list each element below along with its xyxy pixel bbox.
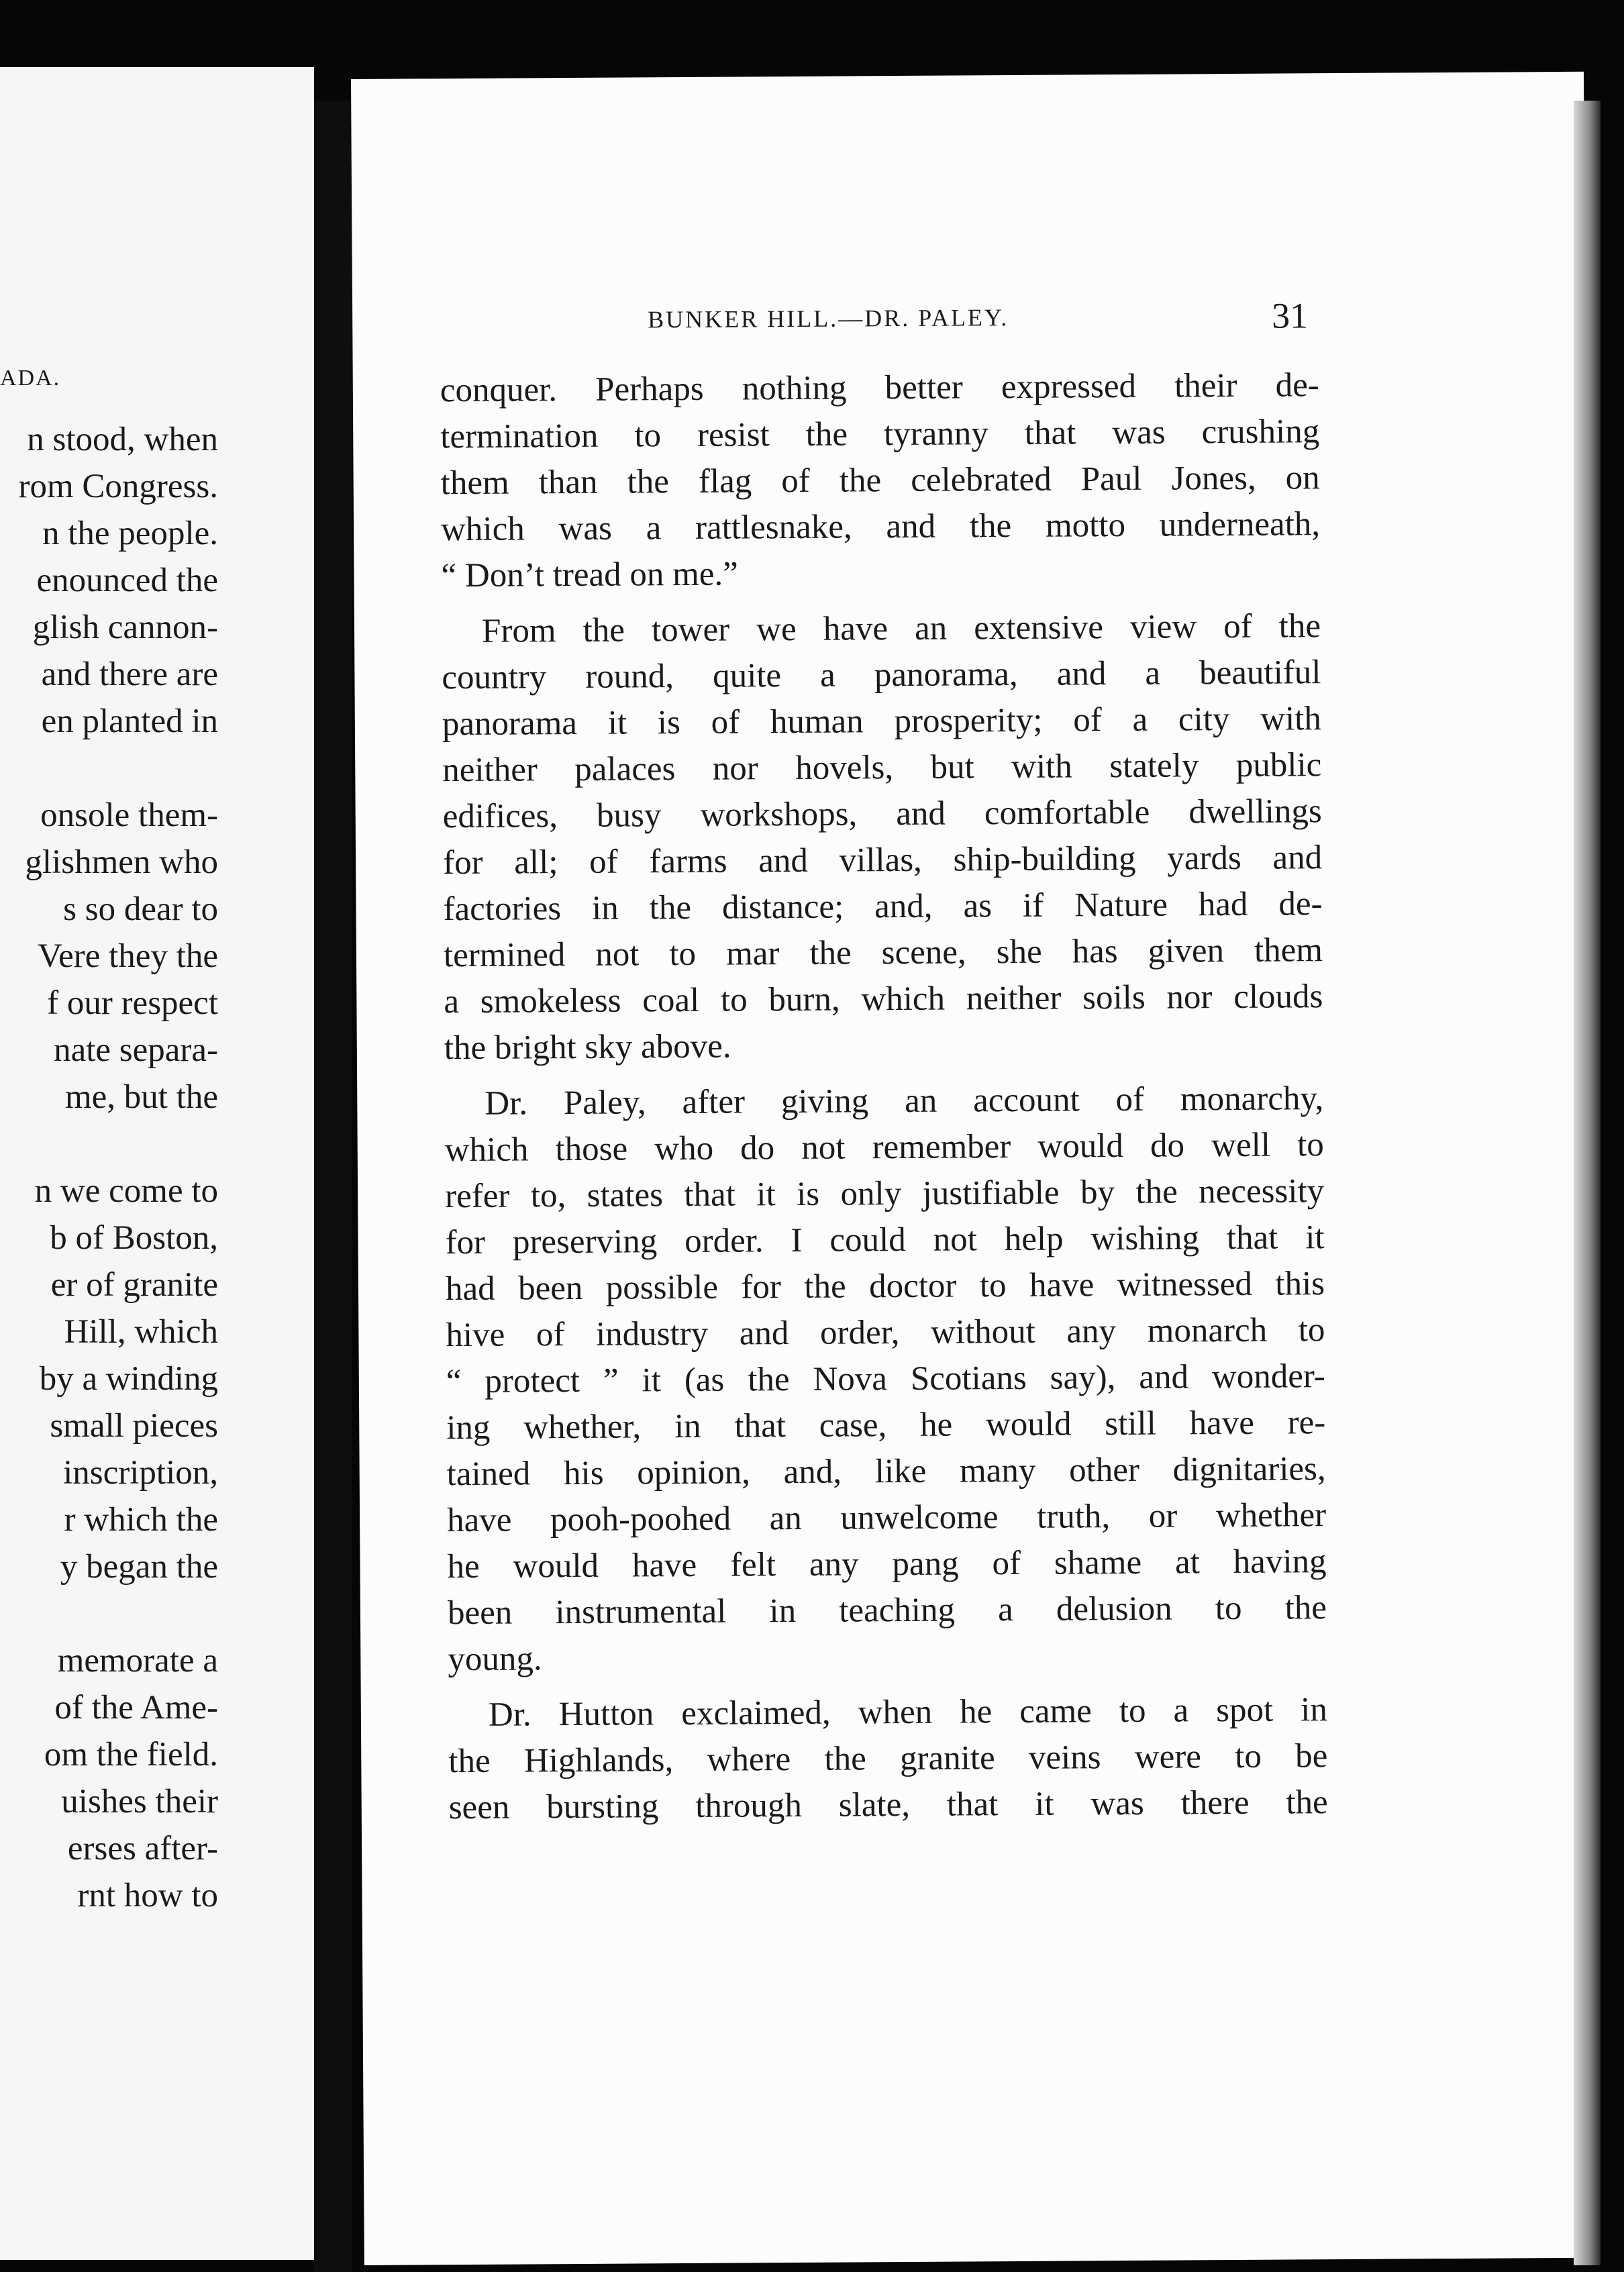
text-line: country round, quite a panorama, and a beautiful bbox=[442, 654, 1321, 697]
text-line: r which the bbox=[64, 1501, 218, 1539]
text-line: n stood, when bbox=[27, 421, 218, 458]
text-line: “ protect ” it (as the Nova Scotians say), and wonder- bbox=[446, 1357, 1326, 1401]
book-gutter bbox=[314, 101, 352, 2272]
text-line: young. bbox=[448, 1640, 542, 1679]
text-line: a smokeless coal to burn, which neither soils nor clouds bbox=[444, 978, 1323, 1021]
left-running-head: ADA. bbox=[0, 366, 61, 391]
text-line: nate separa- bbox=[54, 1031, 218, 1069]
text-line: them than the flag of the celebrated Paul Jones, on bbox=[440, 459, 1320, 503]
text-line: From the tower we have an extensive view of the bbox=[481, 607, 1321, 650]
text-line: y began the bbox=[60, 1548, 218, 1586]
text-line: Dr. Hutton exclaimed, when he came to a spot in bbox=[488, 1691, 1328, 1734]
text-line: been instrumental in teaching a delusion to the bbox=[447, 1589, 1327, 1633]
text-line: rnt how to bbox=[77, 1877, 218, 1914]
text-line: had been possible for the doctor to have witnessed this bbox=[445, 1265, 1325, 1308]
text-line: en planted in bbox=[41, 703, 218, 740]
text-line: er of granite bbox=[50, 1266, 218, 1304]
text-line: “ Don’t tread on me.” bbox=[441, 555, 739, 595]
text-line: b of Boston, bbox=[50, 1219, 218, 1257]
right-page bbox=[351, 72, 1597, 2265]
text-line: by a winding bbox=[39, 1360, 218, 1398]
text-line: Vere they the bbox=[37, 937, 218, 975]
text-line: s so dear to bbox=[63, 890, 218, 928]
text-line: n we come to bbox=[34, 1172, 218, 1210]
text-line: have pooh-poohed an unwelcome truth, or whether bbox=[446, 1496, 1327, 1540]
text-line: ing whether, in that case, he would still have re- bbox=[446, 1404, 1326, 1447]
text-line: termined not to mar the scene, she has given them bbox=[443, 931, 1323, 975]
text-line: me, but the bbox=[64, 1078, 218, 1116]
text-line: and there are bbox=[41, 656, 218, 693]
text-line: the Highlands, where the granite veins were to be bbox=[448, 1737, 1328, 1781]
text-line: neither palaces nor hovels, but with stately public bbox=[442, 746, 1322, 790]
text-line: panorama it is of human prosperity; of a city with bbox=[442, 700, 1322, 743]
text-line: tained his opinion, and, like many other dignitaries, bbox=[446, 1450, 1326, 1494]
text-line: termination to resist the tyranny that was crushing bbox=[440, 413, 1320, 456]
page-edge bbox=[1574, 101, 1601, 2265]
text-line: n the people. bbox=[42, 515, 218, 552]
left-page bbox=[0, 67, 314, 2260]
text-line: uishes their bbox=[61, 1783, 218, 1820]
text-line: seen bursting through slate, that it was there the bbox=[448, 1784, 1328, 1827]
text-line: conquer. Perhaps nothing better expressed their de- bbox=[440, 366, 1319, 410]
text-line: glishmen who bbox=[25, 843, 218, 881]
text-line: small pieces bbox=[50, 1407, 218, 1445]
text-line: edifices, busy workshops, and comfortable dwellings bbox=[442, 792, 1322, 836]
text-line: Hill, which bbox=[64, 1313, 218, 1351]
text-line: refer to, states that it is only justifiable by the necessity bbox=[445, 1172, 1325, 1216]
text-line: om the field. bbox=[44, 1736, 218, 1773]
text-line: he would have felt any pang of shame at having bbox=[447, 1543, 1327, 1586]
text-line: f our respect bbox=[47, 984, 218, 1022]
text-line: the bright sky above. bbox=[444, 1027, 731, 1068]
text-line: rom Congress. bbox=[18, 468, 218, 505]
text-line: inscription, bbox=[63, 1454, 218, 1492]
page-number: 31 bbox=[1271, 295, 1309, 336]
text-line: Dr. Paley, after giving an account of monarchy, bbox=[485, 1080, 1324, 1123]
text-line: for preserving order. I could not help wishing that it bbox=[445, 1219, 1325, 1262]
text-line: memorate a bbox=[57, 1642, 218, 1680]
running-head: BUNKER HILL.—DR. PALEY. bbox=[648, 304, 1009, 333]
text-line: which was a rattlesnake, and the motto underneath, bbox=[440, 505, 1321, 549]
text-line: hive of industry and order, without any monarch to bbox=[446, 1311, 1325, 1355]
text-line: of the Ame- bbox=[54, 1689, 218, 1726]
text-line: factories in the distance; and, as if Nature had de- bbox=[443, 885, 1323, 929]
text-line: onsole them- bbox=[40, 796, 218, 834]
text-line: which those who do not remember would do well to bbox=[444, 1126, 1324, 1170]
text-line: erses after- bbox=[67, 1830, 218, 1867]
text-line: for all; of farms and villas, ship-building yards and bbox=[442, 839, 1323, 882]
text-line: enounced the bbox=[36, 562, 218, 599]
text-line: glish cannon- bbox=[32, 609, 218, 646]
